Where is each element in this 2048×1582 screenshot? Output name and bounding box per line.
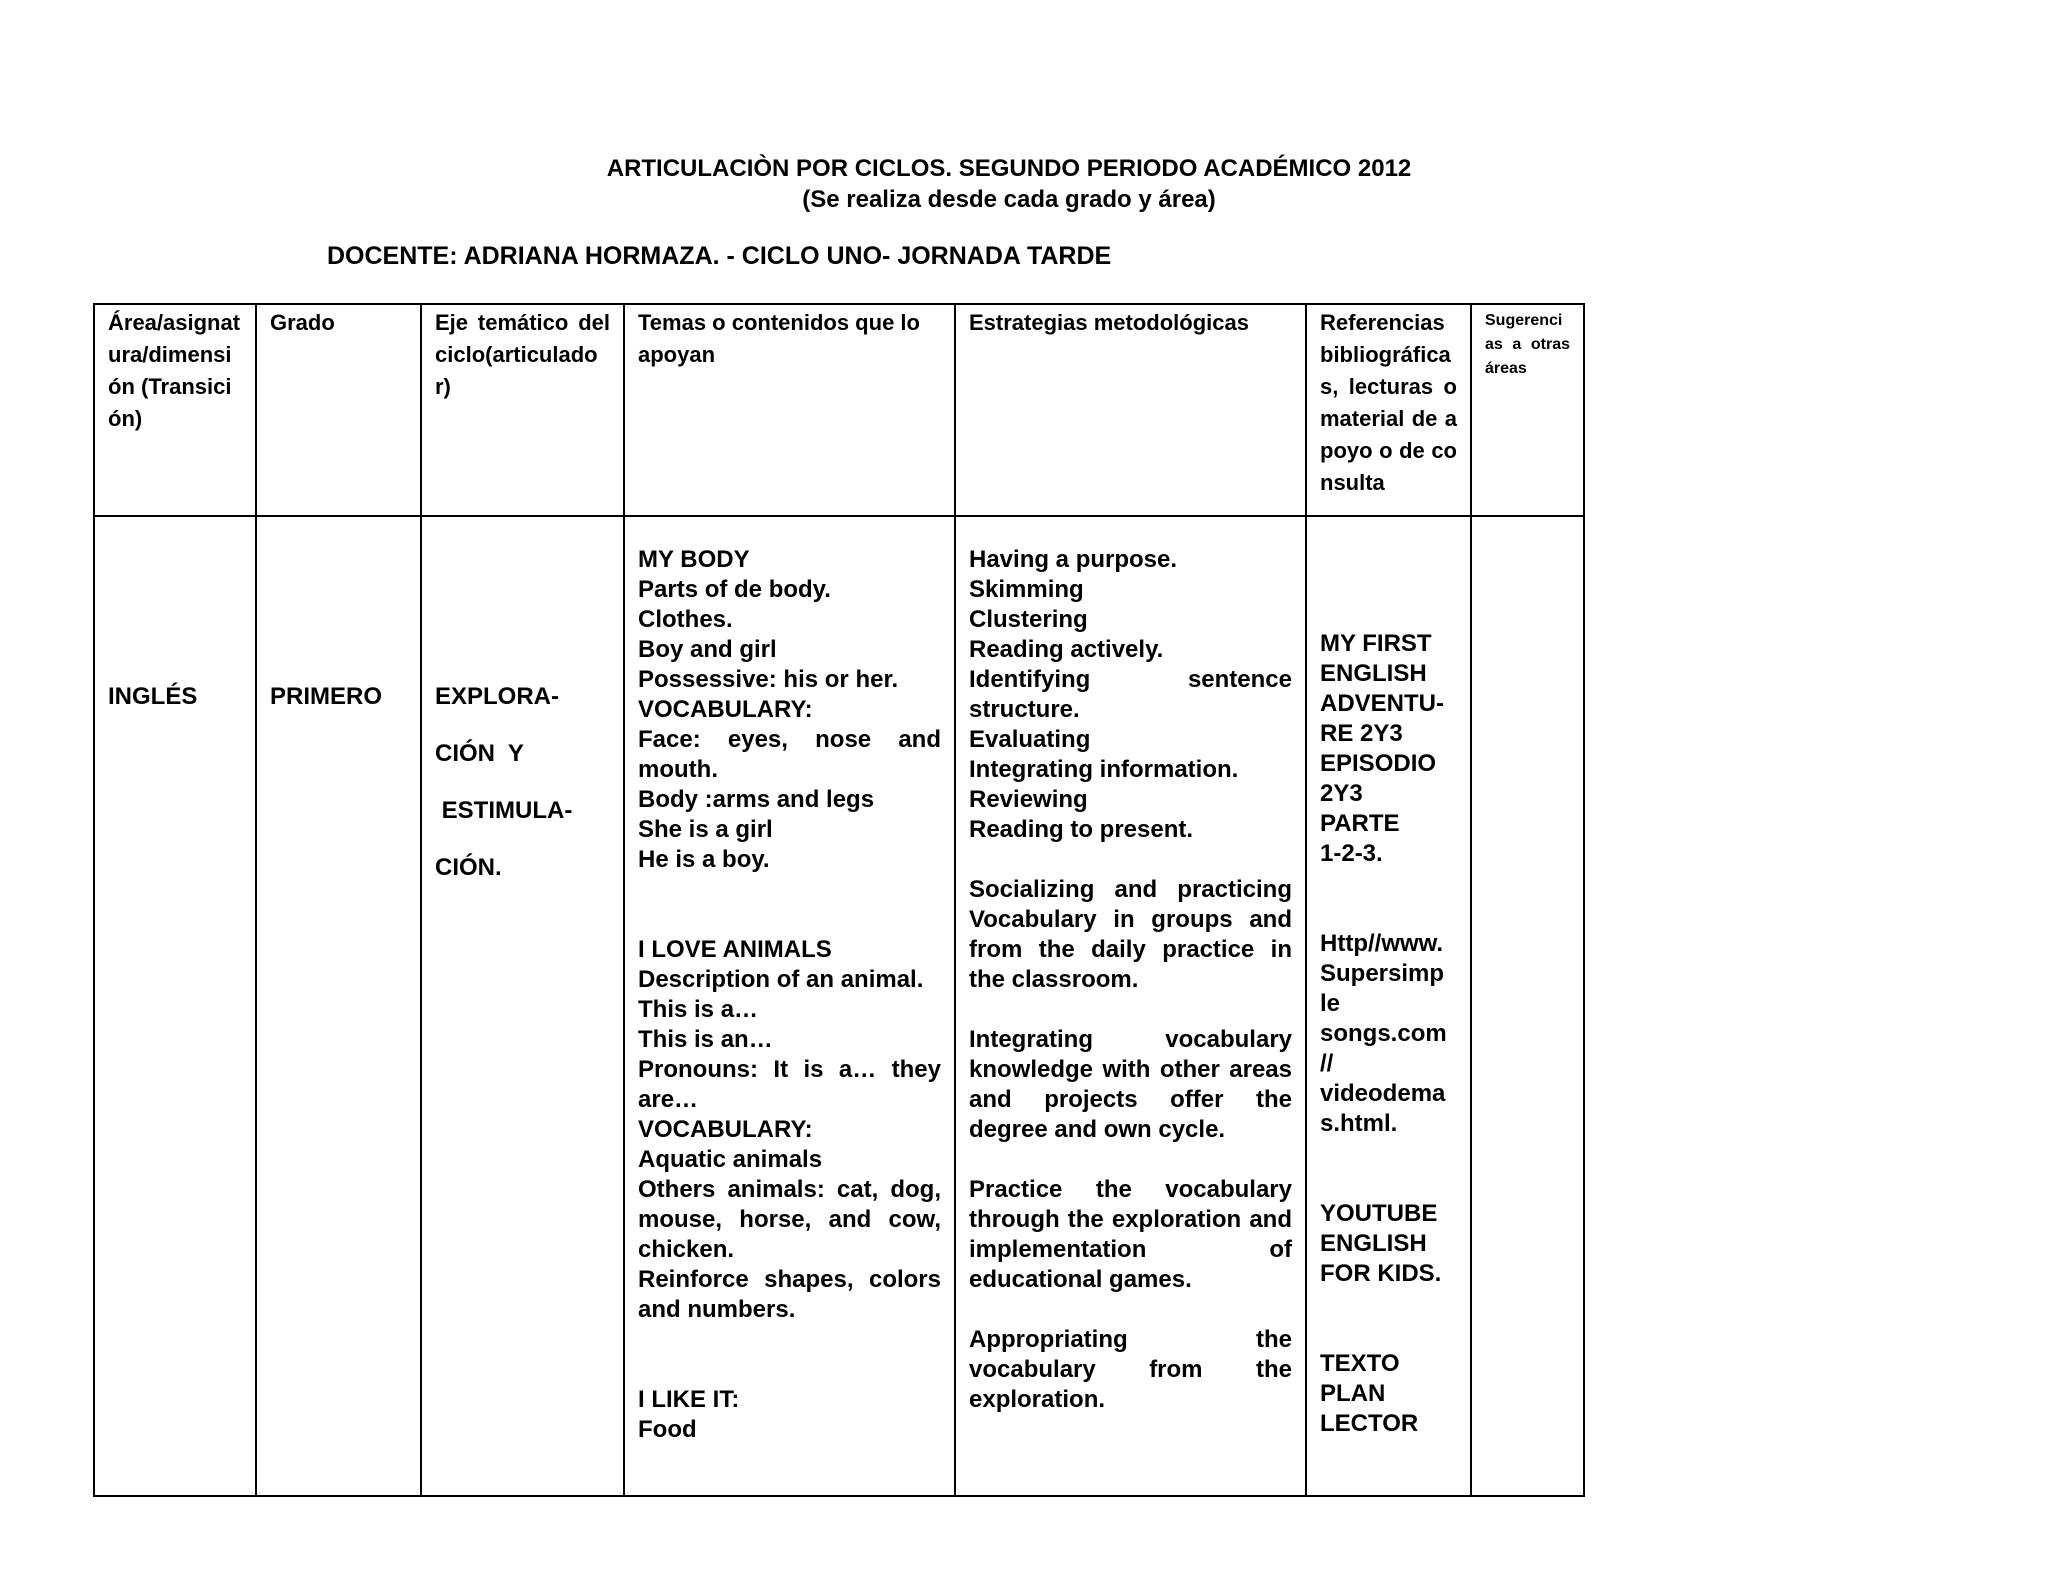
cell-eje: EXPLORA- CIÓN Y ESTIMULA- CIÓN. [421,516,624,1496]
docente-line: DOCENTE: ADRIANA HORMAZA. - CICLO UNO- JORNADA TARDE [327,242,1112,270]
cell-grado: PRIMERO [256,516,421,1496]
document-subtitle: (Se realiza desde cada grado y área) [802,186,1216,213]
cell-temas [624,516,955,1496]
document-title: ARTICULACIÒN POR CICLOS. SEGUNDO PERIODO ACADÉMICO 2012 [606,155,1412,182]
header-area: Área/asignatura/dimensión (Transición) [94,304,256,516]
cell-sugerencias [1471,516,1584,1496]
header-grado: Grado [256,304,421,516]
header-eje: Eje temático del ciclo(articulador) [421,304,624,516]
header-sugerencias: Sugerencias a otras áreas [1471,304,1584,516]
cell-referencias [1306,516,1471,1496]
referencias-list: MY FIRST ENGLISH ADVENTU- RE 2Y3 EPISODIO 2Y3 PARTE 1-2-3. Http//www. Supersimp le songs.com // videodema s.html. YOUTUBE ENGLISH FOR KIDS. TEXTO PLAN LECTOR [1320,630,1447,1437]
cell-estrategias [955,516,1306,1496]
table-row [94,516,1584,1496]
header-referencias: Referencias bibliográficas, lecturas o material de apoyo o de consulta [1306,304,1471,516]
temas-list: MY BODY Parts of de body. Clothes. Boy and girl Possessive: his or her. VOCABULARY: Face: eyes, nose and mouth. Body :arms and legs She is a girl He is a boy. I LOVE ANIMALS Description of an animal. This is a… This is an… Pronouns: It is a… they are… VOCABULARY: Aquatic animals Others animals: cat, dog, mouse, horse, and cow, chicken. Reinforce shapes, colors and numbers. I LIKE IT: Food [638,546,941,1443]
articulation-table [93,303,1585,1497]
header-temas: Temas o contenidos que lo apoyan [624,304,955,516]
header-estrategias: Estrategias metodológicas [955,304,1306,516]
table-header-row [94,304,1584,516]
cell-area: INGLÉS [94,516,256,1496]
estrategias-list: Having a purpose. Skimming Clustering Reading actively. Identifying sentence structure. Evaluating Integrating information. Reviewing Reading to present. Socializing and practicing Vocabulary in groups and from the daily practice in the classroom. Integrating vocabulary knowledge with other areas and projects offer the degree and own cycle. Practice the vocabulary through the exploration and implementation of educational games. Appropriating the vocabulary from the exploration. [969,546,1292,1413]
